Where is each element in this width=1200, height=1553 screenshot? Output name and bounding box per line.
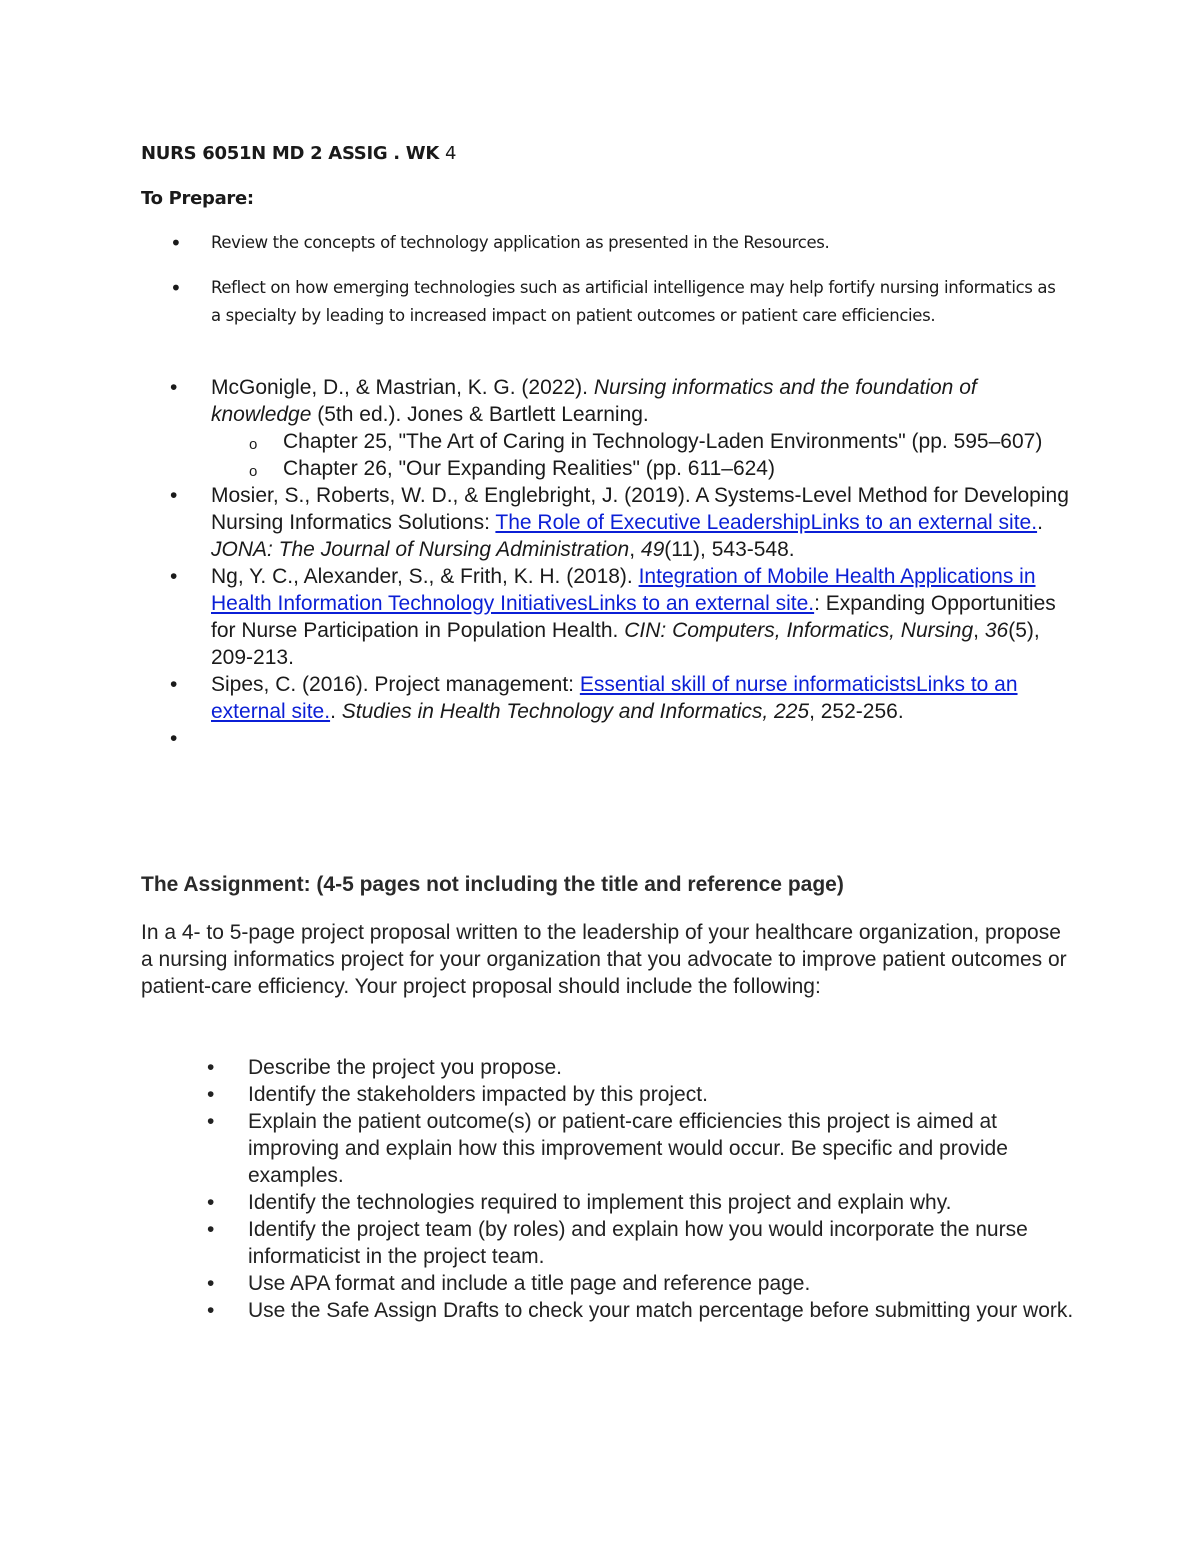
prepare-item: • Reflect on how emerging technologies such as artificial intelligence may help fortify nursing informatics as a specialty by leading to increased impact on patient outcomes or patient care efficiencies.	[170, 276, 1056, 325]
external-link[interactable]: Integration of Mobile Health Applications in Health Information Technology InitiativesLinks to an external site.	[211, 565, 1036, 615]
prepare-heading: To Prepare:	[141, 188, 254, 209]
title-week-number: 4	[444, 143, 457, 164]
assignment-description: In a 4- to 5-page project proposal written to the leadership of your healthcare organization, propose a nursing informatics project for your organization that you advocate to improve patient outcomes or patient-care efficiency. Your project proposal should include the following:	[141, 921, 1067, 998]
reference-item: • Ng, Y. C., Alexander, S., & Frith, K. H. (2018). Integration of Mobile Health Applications in Health Information Technology InitiativesLinks to an external site.: Expanding Opportunities for Nurse Participation in Population Health. CIN: Computers, Informatics, Nursing, 36(5), 209-213.	[170, 565, 1056, 669]
bullet-icon: •	[207, 1056, 215, 1079]
requirement-item: • Use the Safe Assign Drafts to check your match percentage before submitting your work.	[207, 1299, 1074, 1322]
chapter-item: o Chapter 26, "Our Expanding Realities" (pp. 611–624)	[211, 455, 1070, 482]
bullet-icon: •	[207, 1083, 215, 1106]
prepare-list	[170, 229, 1070, 257]
bullet-icon: •	[170, 231, 182, 255]
prepare-item: • Review the concepts of technology application as presented in the Resources.	[170, 231, 830, 255]
document-title	[141, 143, 456, 164]
title-main: NURS 6051N MD 2 ASSIG . WK	[141, 143, 440, 164]
reference-item: • McGonigle, D., & Mastrian, K. G. (2022). Nursing informatics and the foundation of knowledge (5th ed.). Jones & Bartlett Learning. o Chapter 25, "The Art of Caring in Technology-Laden Environments" (pp. 595–607) o Chapter 26, "Our Expanding Realities" (pp. 611–624)	[170, 374, 1070, 482]
resource-list	[170, 374, 1070, 752]
chapter-list	[211, 428, 1070, 482]
bullet-icon: •	[207, 1299, 215, 1322]
chapter-item: o Chapter 25, "The Art of Caring in Technology-Laden Environments" (pp. 595–607)	[211, 428, 1070, 455]
reference-item: • Sipes, C. (2016). Project management: Essential skill of nurse informaticistsLinks to an external site.. Studies in Health Technology and Informatics, 225, 252-256.	[170, 673, 1018, 723]
assignment-heading: The Assignment: (4-5 pages not including the title and reference page)	[141, 873, 844, 896]
bullet-icon: •	[170, 565, 178, 588]
bullet-icon: •	[207, 1191, 215, 1214]
bullet-icon: •	[207, 1218, 215, 1241]
sub-bullet-icon: o	[249, 463, 258, 480]
bullet-icon: •	[170, 276, 182, 300]
bullet-icon: •	[207, 1110, 215, 1133]
bullet-icon: •	[170, 376, 178, 399]
requirement-item: • Explain the patient outcome(s) or patient-care efficiencies this project is aimed at improving and explain how this improvement would occur. Be specific and provide examples.	[207, 1110, 1008, 1187]
bullet-icon: •	[170, 673, 178, 696]
external-link[interactable]: Essential skill of nurse informaticistsLinks to an external site.	[211, 673, 1018, 723]
requirement-item: • Identify the stakeholders impacted by this project.	[207, 1083, 708, 1106]
requirements-list	[207, 1054, 1087, 1324]
empty-reference-item	[170, 725, 1070, 752]
sub-bullet-icon: o	[249, 436, 258, 453]
reference-item: • Mosier, S., Roberts, W. D., & Englebright, J. (2019). A Systems-Level Method for Developing Nursing Informatics Solutions: The Role of Executive LeadershipLinks to an external site.. JONA: The Journal of Nursing Administration, 49(11), 543-548.	[170, 484, 1069, 561]
requirement-item: • Describe the project you propose.	[207, 1056, 563, 1079]
prepare-list-2	[170, 274, 1070, 330]
bullet-icon: •	[170, 727, 178, 750]
requirement-item: • Identify the technologies required to implement this project and explain why.	[207, 1191, 952, 1214]
external-link[interactable]: The Role of Executive LeadershipLinks to an external site.	[495, 511, 1038, 534]
requirement-item: • Use APA format and include a title page and reference page.	[207, 1272, 811, 1295]
bullet-icon: •	[170, 484, 178, 507]
requirement-item: • Identify the project team (by roles) and explain how you would incorporate the nurse informaticist in the project team.	[207, 1218, 1028, 1268]
bullet-icon: •	[207, 1272, 215, 1295]
